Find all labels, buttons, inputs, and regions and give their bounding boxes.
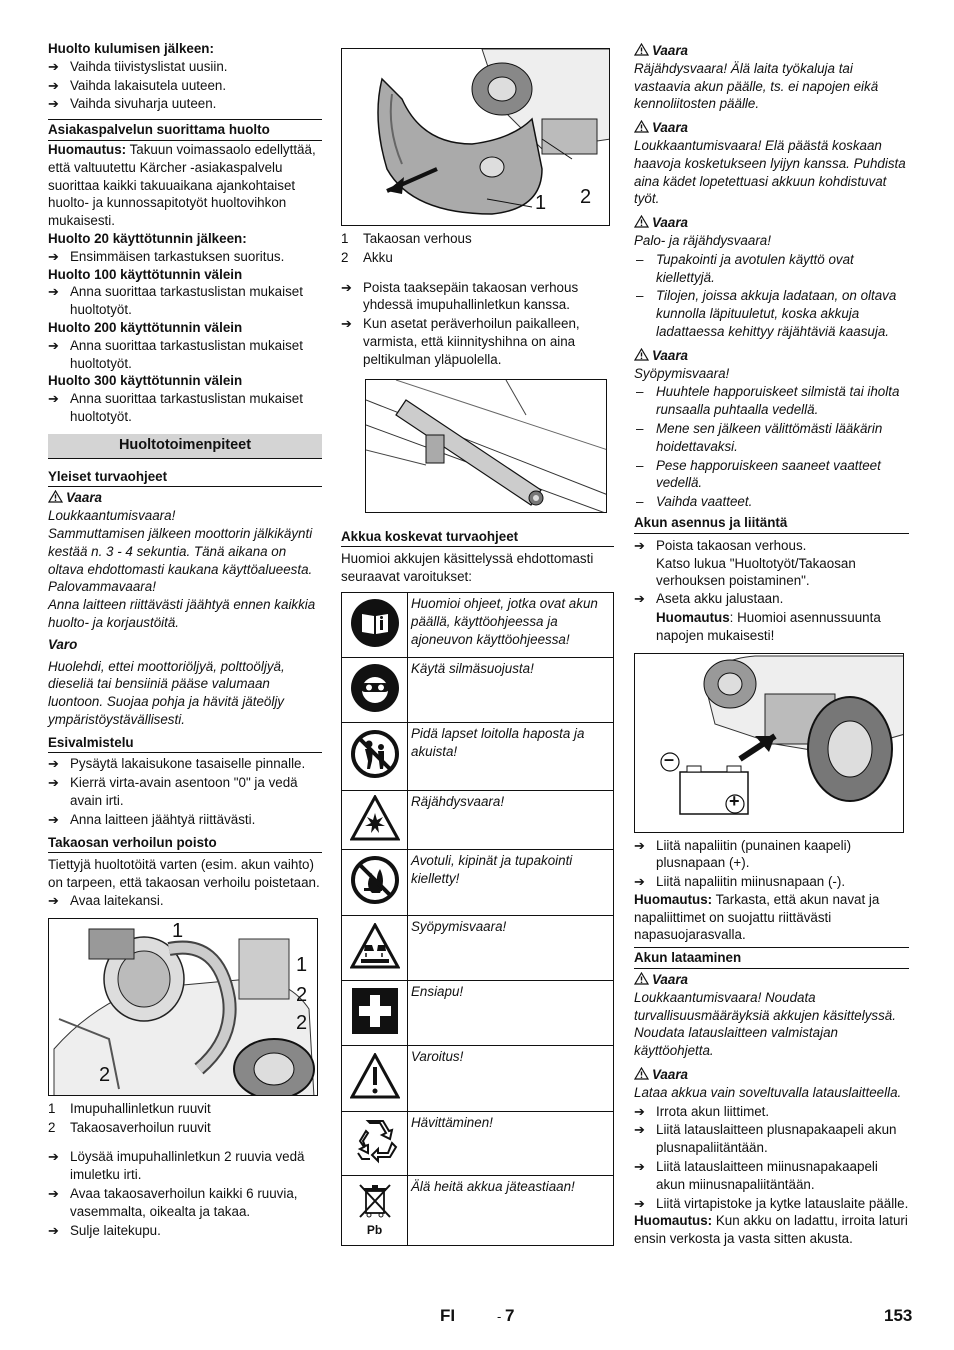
section-title-preparation: Esivalmistelu [48, 733, 322, 754]
list-item: ➔ Anna suorittaa tarkastuslistan mukaiset huoltotyöt. [48, 391, 303, 424]
first-aid-icon [351, 987, 399, 1035]
section-title-battery-charging: Akun lataaminen [634, 947, 909, 969]
engine-bay-illustration [49, 919, 318, 1096]
customer-service-note: Huomautus: Takuun voimassaolo edellyttää, että valtuutettu Kärcher -asiakaspalvelu suorittaa kaikki takuuaikana ajankohtaiset huolto- ja kunnossapitotyöt huoltovihkon mukaisesti. [48, 141, 316, 229]
list-item: – Tupakointi ja avotulen käyttö ovat kiellettyjä. [636, 251, 854, 285]
list-item: ➔ Anna suorittaa tarkastuslistan mukaiset huoltotyöt. [48, 337, 303, 371]
danger-text: Loukkaantumisvaara! Elä päästä koskaan haavoja kosketukseen lyijyn kanssa. Puhdista aina kädet lopetettuasi akkuun kohdistuvat työt. [634, 137, 906, 207]
caution-label: Varo [48, 636, 78, 652]
list-item: ➔ Ensimmäisen tarkastuksen suoritus. [48, 248, 285, 264]
column-left [48, 40, 322, 1239]
column-right [634, 40, 909, 1248]
callout-1: 1 [172, 919, 184, 942]
danger-label: Vaara [634, 119, 909, 137]
corrosive-icon [350, 923, 400, 969]
warning-triangle-icon [634, 1067, 649, 1080]
warning-triangle-icon [634, 120, 649, 133]
no-bin-icon [355, 1181, 395, 1221]
list-item: ➔ Liitä napaliitin (punainen kaapeli) plusnapaan (+). [634, 837, 852, 871]
section-title-battery-safety: Akkua koskevat turvaohjeet [341, 527, 614, 548]
danger-label: Vaara [634, 1066, 909, 1084]
column-middle [341, 48, 614, 1246]
symbol-text: Pidä lapset loitolla haposta ja akuista! [408, 722, 614, 790]
danger-label: Vaara [634, 42, 909, 60]
symbol-text: Ensiapu! [408, 980, 614, 1045]
no-children-icon [350, 729, 400, 779]
table-row [342, 722, 614, 790]
danger-label: Vaara [634, 214, 909, 232]
list-item: ➔ Vaihda tiivistyslistat uusiin. [48, 58, 228, 74]
list-item: ➔ Poista taaksepäin takaosan verhous yhdessä imupuhallinletkun kanssa. [341, 279, 579, 313]
danger-text: Loukkaantumisvaara! Sammuttamisen jälkeen moottorin jälkikäynti kestää n. 3 - 4 sekuntia. Tänä aikana on oltava ehdottomasti kaukana käyttöalueesta. Palovammavaara! Anna laitteen riittävästi jäähtyä ennen kaikkia huolto- ja korjaustöitä. [48, 508, 316, 630]
goggles-icon [350, 663, 400, 713]
danger-text: Syöpymisvaara! [634, 365, 730, 381]
symbol-text: Hävittäminen! [408, 1111, 614, 1175]
symbol-text: Avotuli, kipinät ja tupakointi kielletty! [408, 849, 614, 915]
table-row [342, 1045, 614, 1111]
connect-note: Huomautus: Tarkasta, että akun navat ja napaliittimet on suojattu riittävästi napasuojarasvalla. [634, 891, 880, 943]
table-row [342, 657, 614, 722]
figure-battery-install [634, 653, 904, 833]
warning-triangle-icon [634, 348, 649, 361]
list-item: ➔ Avaa laitekansi. [48, 893, 164, 909]
warning-triangle-icon [634, 215, 649, 228]
danger-label: Vaara [634, 971, 909, 989]
list-item: ➔ Liitä latauslaitteen plusnapakaapeli akun plusnapaliitäntään. [634, 1122, 897, 1156]
list-item: – Mene sen jälkeen välittömästi lääkärin hoidettavaksi. [636, 420, 883, 454]
list-item: ➔ Avaa takaosaverhoilun kaikki 6 ruuvia, vasemmalta, oikealta ja takaa. [48, 1186, 298, 1219]
plus-symbol: + [729, 790, 740, 811]
no-fire-icon [350, 855, 400, 905]
warning-triangle-icon [48, 490, 63, 503]
list-item: ➔ Pysäytä lakaisukone tasaiselle pinnalle. [48, 756, 306, 772]
rear-cover-text: Tiettyjä huoltotöitä varten (esim. akun vaihto) on tarpeen, että takaosan verhoilu poistetaan. [48, 857, 320, 891]
danger-label: Vaara [48, 489, 322, 507]
manual-icon [350, 598, 400, 648]
section-title-general-safety: Yleiset turvaohjeet [48, 467, 322, 488]
table-row [342, 915, 614, 980]
danger-text: Lataa akkua vain soveltuvalla latauslaitteella. [634, 1084, 902, 1100]
list-item: ➔ Liitä napaliitin miinusnapaan (-). [634, 874, 846, 890]
charge-note: Huomautus: Kun akku on ladattu, irroita laturi ensin verkosta ja vasta sitten akusta. [634, 1213, 908, 1247]
battery-symbols-table [341, 592, 614, 1246]
callout-1: 1 [535, 192, 547, 214]
recycle-icon [350, 1117, 400, 1165]
section-title-battery-install: Akun asennus ja liitäntä [634, 513, 909, 534]
legend-item: 2 Akku [341, 249, 393, 265]
legend-item: 1 Takaosan verhous [341, 231, 472, 246]
list-item: ➔ Liitä virtapistoke ja kytke latauslaite päälle. [634, 1195, 909, 1211]
footer-page-number: 153 [884, 1306, 913, 1325]
figure-engine-bay [48, 918, 318, 1096]
h100-title: Huolto 100 käyttötunnin välein [48, 266, 243, 282]
warning-triangle-icon [634, 972, 649, 985]
legend-item: 1 Imupuhallinletkun ruuvit [48, 1100, 211, 1116]
rear-cover-illustration [342, 49, 610, 226]
battery-install-illustration [635, 654, 904, 833]
install-step1-sub: Katso lukua "Huoltotyöt/Takaosan verhouksen poistaminen". [656, 555, 856, 589]
footer-section-page: - 7 [497, 1306, 515, 1325]
list-item: ➔ Kun asetat peräverhoilun paikalleen, varmista, että kiinnityshihna on aina peltikulman yläpuolella. [341, 316, 580, 367]
danger-text: Räjähdysvaara! Älä laita työkaluja tai vastaavia akun päälle, ts. ei napojen eikä kennoliitosten päälle. [634, 60, 879, 112]
warning-triangle-icon [634, 43, 649, 56]
list-item: – Vaihda vaatteet. [636, 494, 753, 510]
table-row [342, 1175, 614, 1245]
callout-1: 1 [296, 953, 308, 976]
callout-2: 2 [99, 1063, 111, 1086]
h300-title: Huolto 300 käyttötunnin välein [48, 373, 243, 389]
list-item: ➔ Anna laitteen jäähtyä riittävästi. [48, 811, 256, 827]
list-item: ➔ Löysää imupuhallinletkun 2 ruuvia vedä imuletku irti. [48, 1149, 305, 1183]
list-item: ➔ Aseta akku jalustaan. [634, 591, 784, 607]
symbol-text: Huomioi ohjeet, jotka ovat akun päällä, käyttöohjeessa ja ajoneuvon käyttöohjeessa! [408, 592, 614, 657]
explosion-icon [350, 795, 400, 841]
list-item: – Huuhtele happoruiskeet silmistä tai iholta runsaalla puhtaalla vedellä. [636, 384, 900, 418]
minus-symbol: – [664, 748, 675, 769]
list-item: ➔ Anna suorittaa tarkastuslistan mukaiset huoltotyöt. [48, 284, 303, 318]
danger-text: Palo- ja räjähdysvaara! [634, 232, 771, 248]
list-item: ➔ Irrota akun liittimet. [634, 1103, 770, 1119]
callout-2: 2 [296, 983, 308, 1006]
battery-safety-intro: Huomioi akkujen käsittelyssä ehdottomasti seuraavat varoitukset: [341, 551, 594, 585]
symbol-text: Varoitus! [408, 1045, 614, 1111]
table-row [342, 592, 614, 657]
list-item: – Pese happoruiskeen saaneet vaatteet vedellä. [636, 457, 881, 491]
figure-rear-cover [341, 48, 610, 226]
figure-strap [365, 379, 607, 513]
table-row [342, 849, 614, 915]
table-row [342, 1111, 614, 1175]
table-row [342, 980, 614, 1045]
list-item: ➔ Poista takaosan verhous. [634, 537, 807, 553]
maintenance-heading: Huoltotoimenpiteet [48, 434, 322, 459]
caution-text: Huolehdi, ettei moottoriöljyä, polttoöljyä, dieseliä tai bensiiniä pääse valumaan luontoon. Suojaa pohja ja hävitä jäteöljy ympäristöystävällisesti. [48, 658, 285, 727]
list-item: ➔ Liitä latauslaitteen miinusnapakaapeli akun miinusnapaliitäntään. [634, 1159, 878, 1192]
symbol-text: Älä heitä akkua jäteastiaan! [408, 1175, 614, 1245]
warning-icon [350, 1053, 400, 1099]
section-title-rear-cover: Takaosan verhoilun poisto [48, 833, 322, 854]
list-item: ➔ Vaihda lakaisutela uuteen. [48, 77, 227, 93]
strap-illustration [366, 380, 607, 513]
list-item: – Tilojen, joissa akkuja ladataan, on oltava kunnolla läpituuletut, koska akkuja ladattaessa kehittyy räjähtäviä kaasuja. [636, 288, 897, 339]
section-title-customer-service: Asiakaspalvelun suorittama huolto [48, 119, 322, 141]
list-item: ➔ Kierrä virta-avain asentoon "0" ja vedä avain irti. [48, 775, 298, 809]
legend-item: 2 Takaosaverhoilun ruuvit [48, 1119, 211, 1135]
h200-title: Huolto 200 käyttötunnin välein [48, 319, 243, 335]
install-note: Huomautus: Huomioi asennussuunta napojen mukaisesti! [656, 609, 881, 643]
callout-2: 2 [580, 186, 592, 208]
wear-title: Huolto kulumisen jälkeen: [48, 41, 214, 56]
danger-label: Vaara [634, 347, 909, 365]
footer-language: FI [440, 1306, 456, 1325]
symbol-text: Räjähdysvaara! [408, 790, 614, 849]
symbol-text: Käytä silmäsuojusta! [408, 657, 614, 722]
pb-label: Pb [366, 1223, 383, 1238]
callout-2: 2 [296, 1011, 308, 1034]
list-item: ➔ Sulje laitekupu. [48, 1222, 161, 1238]
danger-text: Loukkaantumisvaara! Noudata turvallisuusmääräyksiä akkujen käsittelyssä. Noudata latauslaitteen valmistajan käyttöohjetta. [634, 989, 896, 1059]
table-row [342, 790, 614, 849]
h20-title: Huolto 20 käyttötunnin jälkeen: [48, 230, 247, 246]
symbol-text: Syöpymisvaara! [408, 915, 614, 980]
list-item: ➔ Vaihda sivuharja uuteen. [48, 96, 217, 112]
